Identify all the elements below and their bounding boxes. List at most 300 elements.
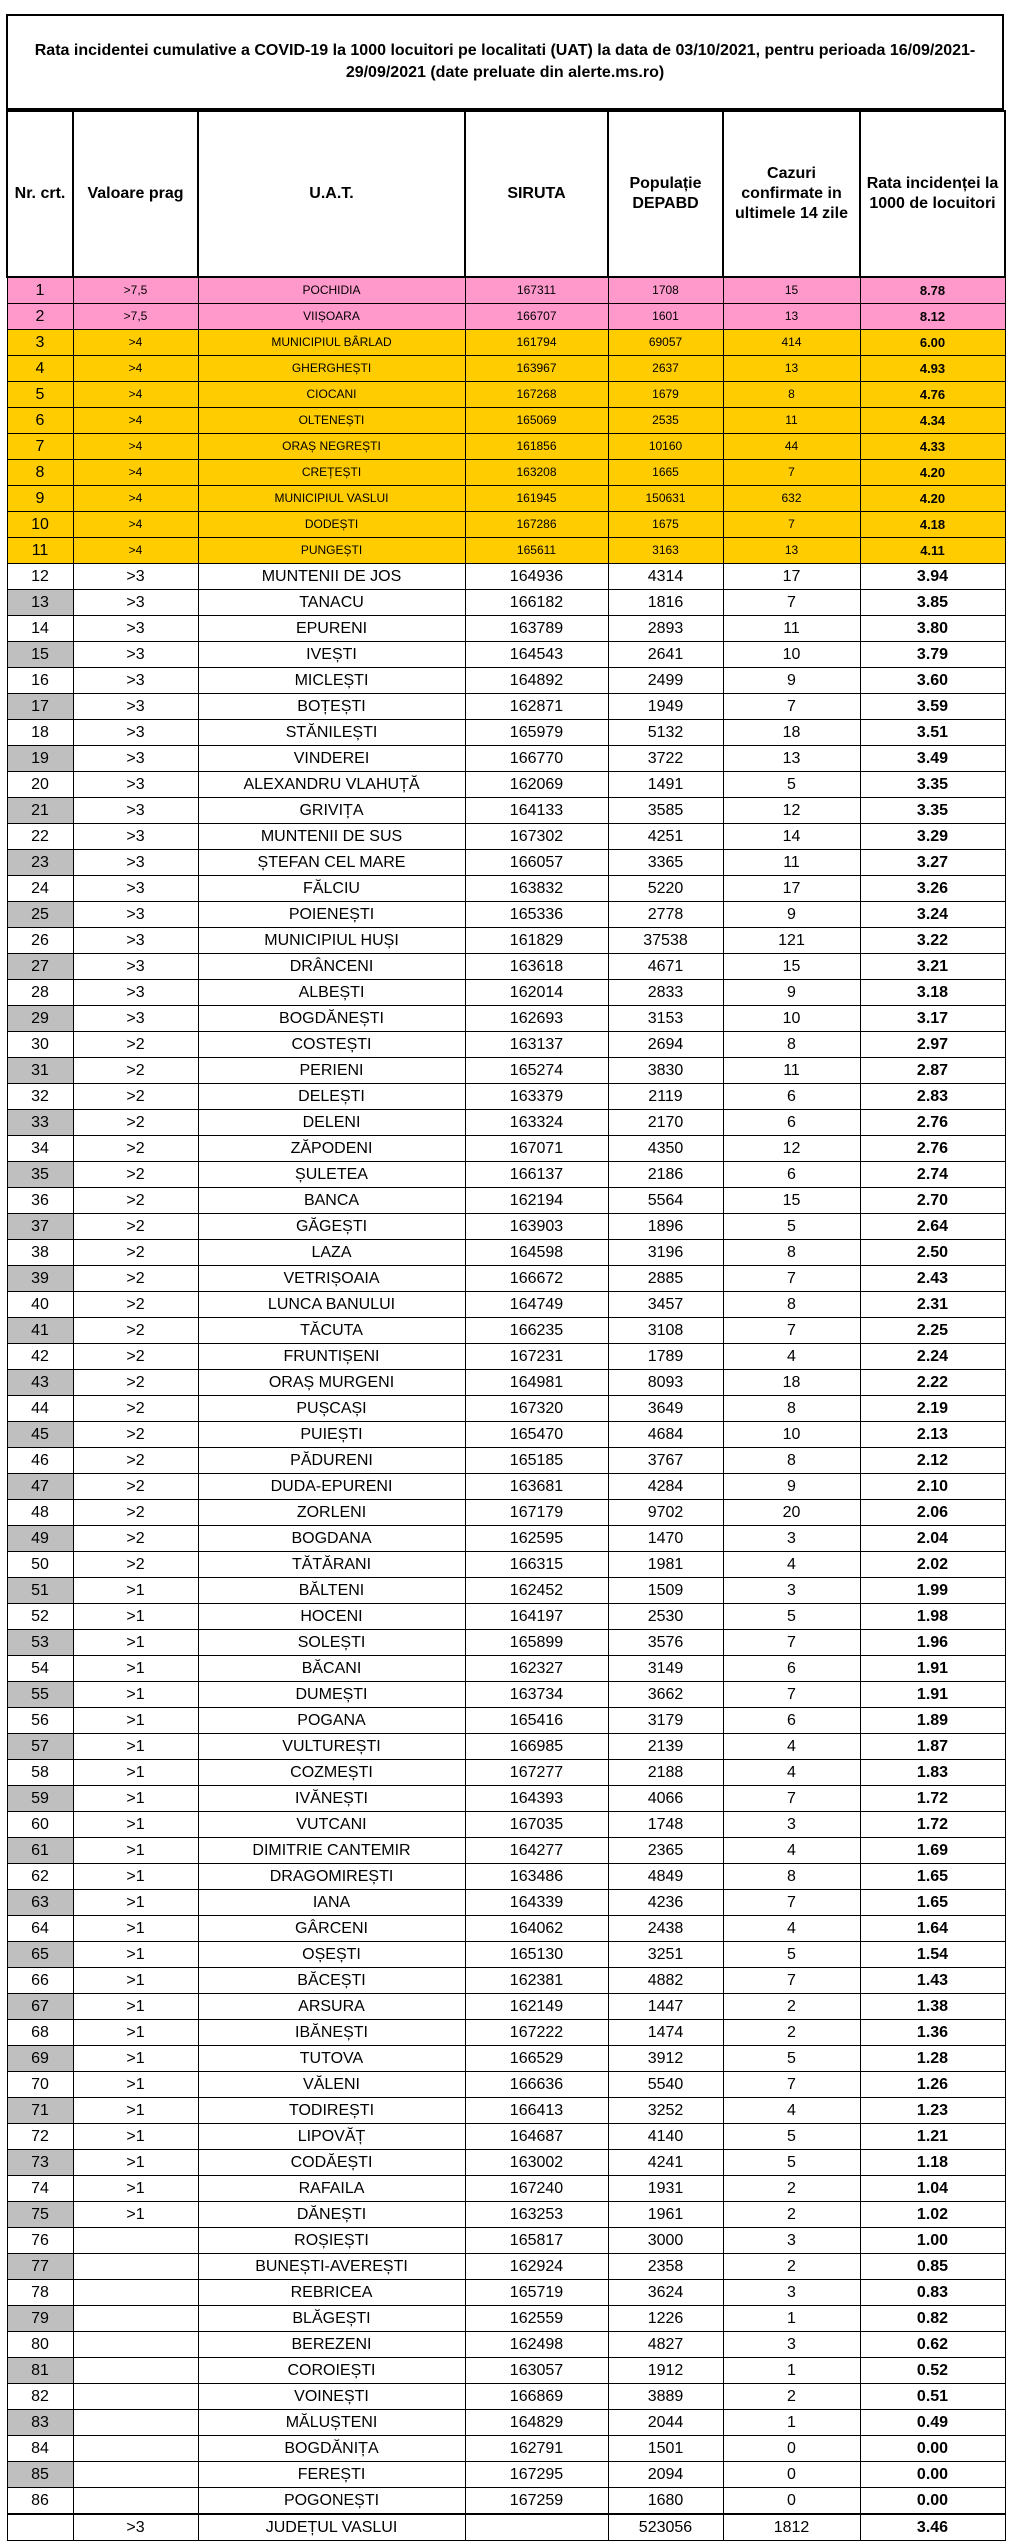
row-prag: >2 [73, 1318, 198, 1344]
row-nr: 58 [7, 1760, 73, 1786]
row-siruta: 163903 [465, 1214, 608, 1240]
table-body [7, 277, 1005, 2541]
row-populatie: 2186 [608, 1162, 723, 1188]
row-prag: >2 [73, 1500, 198, 1526]
row-uat: BOGDĂNEȘTI [198, 1006, 465, 1032]
table-row [7, 277, 1005, 304]
row-siruta: 163486 [465, 1864, 608, 1890]
row-populatie: 3149 [608, 1656, 723, 1682]
row-prag: >2 [73, 1344, 198, 1370]
row-siruta: 162069 [465, 772, 608, 798]
row-rata: 3.22 [860, 928, 1005, 954]
row-uat: IVEȘTI [198, 642, 465, 668]
table-row [7, 304, 1005, 330]
row-rata: 3.59 [860, 694, 1005, 720]
row-populatie: 2778 [608, 902, 723, 928]
row-populatie: 4066 [608, 1786, 723, 1812]
row-cazuri: 10 [723, 642, 860, 668]
row-cazuri: 1 [723, 2358, 860, 2384]
row-populatie: 1601 [608, 304, 723, 330]
table-row [7, 564, 1005, 590]
row-populatie: 5540 [608, 2072, 723, 2098]
table-row [7, 434, 1005, 460]
row-rata: 2.13 [860, 1422, 1005, 1448]
row-prag: >3 [73, 720, 198, 746]
row-prag: >2 [73, 1214, 198, 1240]
row-uat: ȘTEFAN CEL MARE [198, 850, 465, 876]
row-siruta: 166529 [465, 2046, 608, 2072]
row-siruta: 167240 [465, 2176, 608, 2202]
row-uat: PUNGEȘTI [198, 538, 465, 564]
row-prag: >1 [73, 1630, 198, 1656]
row-rata: 0.85 [860, 2254, 1005, 2280]
row-prag: >1 [73, 1916, 198, 1942]
row-cazuri: 3 [723, 2280, 860, 2306]
row-nr: 12 [7, 564, 73, 590]
table-row [7, 1656, 1005, 1682]
row-uat: GÂRCENI [198, 1916, 465, 1942]
row-populatie: 2694 [608, 1032, 723, 1058]
row-siruta: 162327 [465, 1656, 608, 1682]
row-populatie: 1748 [608, 1812, 723, 1838]
row-cazuri: 7 [723, 1890, 860, 1916]
row-prag: >3 [73, 642, 198, 668]
row-prag: >1 [73, 1994, 198, 2020]
row-siruta: 167286 [465, 512, 608, 538]
row-uat: DELEȘTI [198, 1084, 465, 1110]
table-row [7, 1500, 1005, 1526]
table-row [7, 382, 1005, 408]
row-rata: 2.31 [860, 1292, 1005, 1318]
row-uat: PĂDURENI [198, 1448, 465, 1474]
row-cazuri: 10 [723, 1006, 860, 1032]
row-cazuri: 15 [723, 277, 860, 304]
row-siruta: 164892 [465, 668, 608, 694]
header-row [7, 111, 1005, 277]
row-uat: BĂCEȘTI [198, 1968, 465, 1994]
row-siruta: 165416 [465, 1708, 608, 1734]
row-siruta: 167311 [465, 277, 608, 304]
row-prag: >2 [73, 1474, 198, 1500]
row-prag: >1 [73, 2072, 198, 2098]
row-cazuri: 8 [723, 1240, 860, 1266]
row-siruta: 164133 [465, 798, 608, 824]
row-rata: 1.54 [860, 1942, 1005, 1968]
row-siruta: 162871 [465, 694, 608, 720]
row-cazuri: 8 [723, 382, 860, 408]
row-prag: >3 [73, 798, 198, 824]
row-prag: >1 [73, 2176, 198, 2202]
row-cazuri: 11 [723, 850, 860, 876]
row-rata: 3.29 [860, 824, 1005, 850]
row-cazuri: 5 [723, 2150, 860, 2176]
row-populatie: 1474 [608, 2020, 723, 2046]
row-siruta: 162381 [465, 1968, 608, 1994]
row-uat: HOCENI [198, 1604, 465, 1630]
row-populatie: 3108 [608, 1318, 723, 1344]
row-siruta: 165274 [465, 1058, 608, 1084]
total-uat: JUDEȚUL VASLUI [198, 2514, 465, 2541]
row-siruta: 163137 [465, 1032, 608, 1058]
row-nr: 2 [7, 304, 73, 330]
row-populatie: 4284 [608, 1474, 723, 1500]
row-uat: POCHIDIA [198, 277, 465, 304]
row-cazuri: 7 [723, 1266, 860, 1292]
row-nr: 64 [7, 1916, 73, 1942]
row-uat: BĂCANI [198, 1656, 465, 1682]
row-siruta: 163832 [465, 876, 608, 902]
table-row [7, 1786, 1005, 1812]
row-siruta: 167295 [465, 2462, 608, 2488]
row-uat: DELENI [198, 1110, 465, 1136]
row-uat: VUTCANI [198, 1812, 465, 1838]
row-cazuri: 7 [723, 1630, 860, 1656]
row-siruta: 166057 [465, 850, 608, 876]
row-uat: GRIVIȚA [198, 798, 465, 824]
row-nr: 63 [7, 1890, 73, 1916]
row-nr: 65 [7, 1942, 73, 1968]
row-siruta: 164687 [465, 2124, 608, 2150]
row-rata: 1.96 [860, 1630, 1005, 1656]
row-uat: TUTOVA [198, 2046, 465, 2072]
row-nr: 77 [7, 2254, 73, 2280]
row-uat: CREȚEȘTI [198, 460, 465, 486]
row-siruta: 164981 [465, 1370, 608, 1396]
table-row [7, 850, 1005, 876]
row-nr: 73 [7, 2150, 73, 2176]
row-siruta: 163324 [465, 1110, 608, 1136]
incidence-sheet [6, 14, 1004, 2541]
row-populatie: 2893 [608, 616, 723, 642]
row-siruta: 162559 [465, 2306, 608, 2332]
row-prag: >3 [73, 824, 198, 850]
row-cazuri: 20 [723, 1500, 860, 1526]
table-row [7, 1266, 1005, 1292]
row-rata: 0.52 [860, 2358, 1005, 2384]
table-row [7, 1448, 1005, 1474]
row-prag: >4 [73, 512, 198, 538]
total-siruta [465, 2514, 608, 2541]
row-rata: 1.72 [860, 1812, 1005, 1838]
row-populatie: 4251 [608, 824, 723, 850]
row-populatie: 1470 [608, 1526, 723, 1552]
table-row [7, 1812, 1005, 1838]
row-populatie: 3163 [608, 538, 723, 564]
row-cazuri: 6 [723, 1110, 860, 1136]
row-uat: POGANA [198, 1708, 465, 1734]
row-prag: >1 [73, 1812, 198, 1838]
row-prag: >2 [73, 1422, 198, 1448]
row-siruta: 162924 [465, 2254, 608, 2280]
row-populatie: 2641 [608, 642, 723, 668]
row-cazuri: 5 [723, 2124, 860, 2150]
row-uat: DODEȘTI [198, 512, 465, 538]
row-rata: 0.82 [860, 2306, 1005, 2332]
row-nr: 50 [7, 1552, 73, 1578]
table-row [7, 1526, 1005, 1552]
row-siruta: 167222 [465, 2020, 608, 2046]
row-cazuri: 15 [723, 1188, 860, 1214]
row-nr: 46 [7, 1448, 73, 1474]
row-rata: 4.20 [860, 460, 1005, 486]
row-siruta: 165336 [465, 902, 608, 928]
row-cazuri: 4 [723, 1760, 860, 1786]
row-populatie: 3179 [608, 1708, 723, 1734]
row-uat: IVĂNEȘTI [198, 1786, 465, 1812]
table-row [7, 2228, 1005, 2254]
row-uat: REBRICEA [198, 2280, 465, 2306]
row-cazuri: 11 [723, 1058, 860, 1084]
row-nr: 35 [7, 1162, 73, 1188]
row-cazuri: 2 [723, 2202, 860, 2228]
row-uat: BLĂGEȘTI [198, 2306, 465, 2332]
row-rata: 3.35 [860, 798, 1005, 824]
table-row [7, 1552, 1005, 1578]
row-cazuri: 2 [723, 2020, 860, 2046]
table-row [7, 954, 1005, 980]
row-nr: 74 [7, 2176, 73, 2202]
table-row [7, 1318, 1005, 1344]
row-cazuri: 8 [723, 1396, 860, 1422]
row-prag: >2 [73, 1266, 198, 1292]
row-nr: 1 [7, 277, 73, 304]
row-populatie: 9702 [608, 1500, 723, 1526]
table-row [7, 1006, 1005, 1032]
row-prag: >4 [73, 434, 198, 460]
row-nr: 75 [7, 2202, 73, 2228]
row-uat: LIPOVĂȚ [198, 2124, 465, 2150]
row-uat: IBĂNEȘTI [198, 2020, 465, 2046]
row-uat: ZORLENI [198, 1500, 465, 1526]
row-cazuri: 9 [723, 902, 860, 928]
row-rata: 8.78 [860, 277, 1005, 304]
header-rata: Rata incidenței la 1000 de locuitori [860, 111, 1005, 277]
row-rata: 0.51 [860, 2384, 1005, 2410]
row-siruta: 167320 [465, 1396, 608, 1422]
table-row [7, 1058, 1005, 1084]
row-uat: BEREZENI [198, 2332, 465, 2358]
row-cazuri: 2 [723, 2176, 860, 2202]
row-cazuri: 9 [723, 1474, 860, 1500]
row-nr: 76 [7, 2228, 73, 2254]
row-nr: 67 [7, 1994, 73, 2020]
row-uat: VIIȘOARA [198, 304, 465, 330]
row-siruta: 166869 [465, 2384, 608, 2410]
row-populatie: 3767 [608, 1448, 723, 1474]
row-nr: 59 [7, 1786, 73, 1812]
table-row [7, 980, 1005, 1006]
row-populatie: 1679 [608, 382, 723, 408]
row-prag: >1 [73, 2124, 198, 2150]
row-nr: 36 [7, 1188, 73, 1214]
row-nr: 8 [7, 460, 73, 486]
row-cazuri: 14 [723, 824, 860, 850]
row-rata: 1.65 [860, 1890, 1005, 1916]
row-nr: 84 [7, 2436, 73, 2462]
table-row [7, 1214, 1005, 1240]
row-uat: PERIENI [198, 1058, 465, 1084]
table-row [7, 1890, 1005, 1916]
row-rata: 2.87 [860, 1058, 1005, 1084]
row-populatie: 8093 [608, 1370, 723, 1396]
row-prag: >1 [73, 1838, 198, 1864]
row-uat: ARSURA [198, 1994, 465, 2020]
row-nr: 6 [7, 408, 73, 434]
row-populatie: 1961 [608, 2202, 723, 2228]
row-prag: >3 [73, 746, 198, 772]
row-populatie: 1665 [608, 460, 723, 486]
row-rata: 4.76 [860, 382, 1005, 408]
row-uat: LUNCA BANULUI [198, 1292, 465, 1318]
row-populatie: 1912 [608, 2358, 723, 2384]
table-row [7, 1188, 1005, 1214]
row-cazuri: 13 [723, 304, 860, 330]
row-populatie: 1491 [608, 772, 723, 798]
header-siruta: SIRUTA [465, 111, 608, 277]
row-prag: >2 [73, 1552, 198, 1578]
row-nr: 72 [7, 2124, 73, 2150]
row-uat: IANA [198, 1890, 465, 1916]
row-rata: 0.00 [860, 2488, 1005, 2515]
row-populatie: 1931 [608, 2176, 723, 2202]
table-row [7, 746, 1005, 772]
row-cazuri: 10 [723, 1422, 860, 1448]
table-row [7, 2202, 1005, 2228]
row-prag: >1 [73, 2202, 198, 2228]
row-rata: 1.21 [860, 2124, 1005, 2150]
row-cazuri: 632 [723, 486, 860, 512]
row-prag: >1 [73, 2020, 198, 2046]
row-uat: FRUNTIȘENI [198, 1344, 465, 1370]
row-nr: 68 [7, 2020, 73, 2046]
row-siruta: 165069 [465, 408, 608, 434]
row-cazuri: 7 [723, 1682, 860, 1708]
row-cazuri: 4 [723, 1916, 860, 1942]
row-nr: 47 [7, 1474, 73, 1500]
row-populatie: 2499 [608, 668, 723, 694]
row-siruta: 167035 [465, 1812, 608, 1838]
row-prag: >1 [73, 1890, 198, 1916]
table-row [7, 2098, 1005, 2124]
row-rata: 1.91 [860, 1656, 1005, 1682]
row-siruta: 164339 [465, 1890, 608, 1916]
row-populatie: 2637 [608, 356, 723, 382]
row-populatie: 3365 [608, 850, 723, 876]
row-uat: GHERGHEȘTI [198, 356, 465, 382]
row-nr: 32 [7, 1084, 73, 1110]
row-populatie: 2438 [608, 1916, 723, 1942]
row-nr: 37 [7, 1214, 73, 1240]
row-uat: LAZA [198, 1240, 465, 1266]
row-nr: 19 [7, 746, 73, 772]
table-row [7, 824, 1005, 850]
row-nr: 60 [7, 1812, 73, 1838]
row-populatie: 1509 [608, 1578, 723, 1604]
row-cazuri: 7 [723, 460, 860, 486]
row-cazuri: 0 [723, 2436, 860, 2462]
row-nr: 15 [7, 642, 73, 668]
row-prag: >7,5 [73, 277, 198, 304]
row-cazuri: 4 [723, 1344, 860, 1370]
row-siruta: 163253 [465, 2202, 608, 2228]
row-populatie: 2885 [608, 1266, 723, 1292]
row-populatie: 2365 [608, 1838, 723, 1864]
row-uat: BOȚEȘTI [198, 694, 465, 720]
row-siruta: 162595 [465, 1526, 608, 1552]
table-row [7, 2046, 1005, 2072]
row-uat: BOGDĂNIȚA [198, 2436, 465, 2462]
row-rata: 1.89 [860, 1708, 1005, 1734]
row-prag: >2 [73, 1032, 198, 1058]
row-populatie: 3624 [608, 2280, 723, 2306]
total-nr [7, 2514, 73, 2541]
row-nr: 7 [7, 434, 73, 460]
row-populatie: 1501 [608, 2436, 723, 2462]
row-prag: >4 [73, 408, 198, 434]
row-nr: 70 [7, 2072, 73, 2098]
table-row [7, 2488, 1005, 2515]
row-populatie: 4314 [608, 564, 723, 590]
row-rata: 2.19 [860, 1396, 1005, 1422]
row-prag: >3 [73, 694, 198, 720]
table-row [7, 2254, 1005, 2280]
row-siruta: 161856 [465, 434, 608, 460]
row-rata: 1.04 [860, 2176, 1005, 2202]
row-rata: 4.18 [860, 512, 1005, 538]
row-nr: 42 [7, 1344, 73, 1370]
row-cazuri: 4 [723, 1552, 860, 1578]
row-uat: MUNICIPIUL HUȘI [198, 928, 465, 954]
row-cazuri: 13 [723, 538, 860, 564]
row-populatie: 3649 [608, 1396, 723, 1422]
row-rata: 2.10 [860, 1474, 1005, 1500]
row-populatie: 1708 [608, 277, 723, 304]
table-row [7, 2384, 1005, 2410]
row-siruta: 164393 [465, 1786, 608, 1812]
row-cazuri: 6 [723, 1162, 860, 1188]
row-prag [73, 2280, 198, 2306]
incidence-table [6, 110, 1006, 2541]
row-nr: 69 [7, 2046, 73, 2072]
row-siruta: 164197 [465, 1604, 608, 1630]
row-populatie: 4827 [608, 2332, 723, 2358]
row-populatie: 3576 [608, 1630, 723, 1656]
row-uat: FĂLCIU [198, 876, 465, 902]
table-row [7, 2020, 1005, 2046]
row-uat: ALBEȘTI [198, 980, 465, 1006]
row-uat: VINDEREI [198, 746, 465, 772]
header-prag: Valoare prag [73, 111, 198, 277]
row-rata: 0.00 [860, 2462, 1005, 2488]
row-uat: COSTEȘTI [198, 1032, 465, 1058]
table-row [7, 2150, 1005, 2176]
row-prag: >1 [73, 1942, 198, 1968]
row-populatie: 3251 [608, 1942, 723, 1968]
row-prag [73, 2488, 198, 2515]
row-prag: >2 [73, 1162, 198, 1188]
row-uat: DRAGOMIREȘTI [198, 1864, 465, 1890]
row-cazuri: 12 [723, 798, 860, 824]
row-nr: 45 [7, 1422, 73, 1448]
row-rata: 1.99 [860, 1578, 1005, 1604]
row-rata: 2.50 [860, 1240, 1005, 1266]
table-row [7, 2280, 1005, 2306]
row-siruta: 163618 [465, 954, 608, 980]
row-cazuri: 2 [723, 2384, 860, 2410]
row-cazuri: 6 [723, 1084, 860, 1110]
row-rata: 1.38 [860, 1994, 1005, 2020]
row-siruta: 163734 [465, 1682, 608, 1708]
